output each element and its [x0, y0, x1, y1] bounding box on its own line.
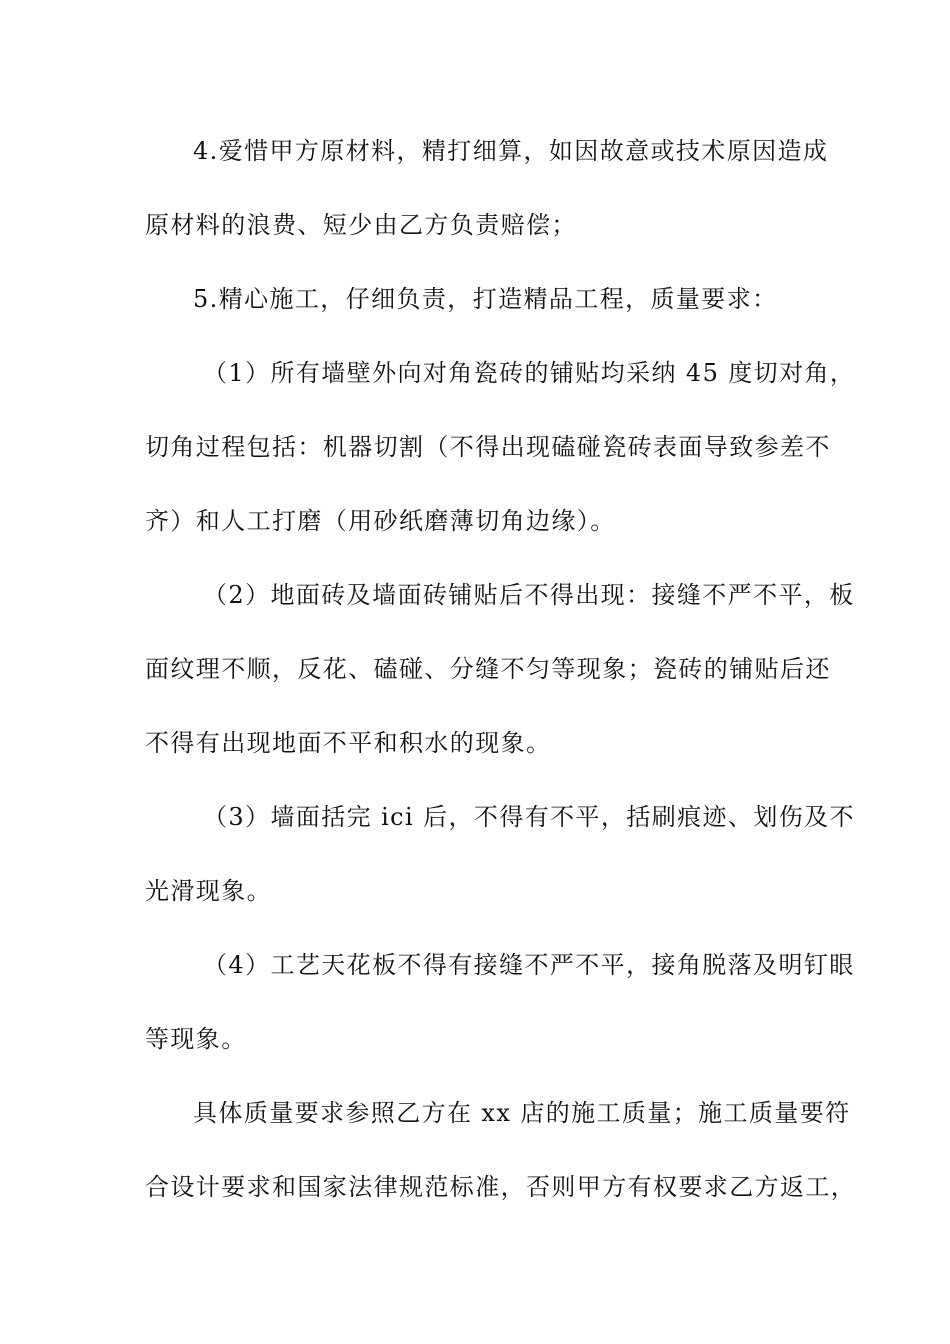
text-line: 齐）和人工打磨（用砂纸磨薄切角边缘）。	[145, 507, 616, 535]
text-line: （4）工艺天花板不得有接缝不严不平，接角脱落及明钉眼	[203, 951, 855, 979]
text-line: 4.爱惜甲方原材料，精打细算，如因故意或技术原因造成	[193, 137, 829, 165]
paragraph-sub-1	[145, 336, 856, 558]
paragraph-summary	[145, 1076, 857, 1224]
text-line: （2）地面砖及墙面砖铺贴后不得出现：接缝不严不平，板	[203, 581, 855, 609]
paragraph-sub-2	[145, 558, 855, 780]
text-line: 5.精心施工，仔细负责，打造精品工程，质量要求：	[193, 285, 778, 313]
paragraph-item-4	[145, 114, 829, 262]
text-line: 具体质量要求参照乙方在 xx 店的施工质量；施工质量要符	[193, 1099, 851, 1127]
text-line: 切角过程包括：机器切割（不得出现磕碰瓷砖表面导致参差不	[145, 433, 831, 461]
text-line: （1）所有墙壁外向对角瓷砖的铺贴均采纳 45 度切对角，	[203, 359, 856, 387]
text-line: 合设计要求和国家法律规范标准，否则甲方有权要求乙方返工，	[145, 1173, 857, 1201]
paragraph-sub-3	[145, 780, 855, 928]
document-body	[145, 114, 857, 1224]
paragraph-item-5	[145, 262, 810, 336]
text-line: 原材料的浪费、短少由乙方负责赔偿；	[145, 211, 577, 239]
text-line: 不得有出现地面不平和积水的现象。	[145, 729, 552, 757]
text-line: （3）墙面括完 ici 后，不得有不平，括刷痕迹、划伤及不	[203, 803, 855, 831]
text-line: 面纹理不顺，反花、磕碰、分缝不匀等现象；瓷砖的铺贴后还	[145, 655, 831, 683]
text-line: 等现象。	[145, 1025, 247, 1053]
text-line: 光滑现象。	[145, 877, 272, 905]
paragraph-sub-4	[145, 928, 855, 1076]
